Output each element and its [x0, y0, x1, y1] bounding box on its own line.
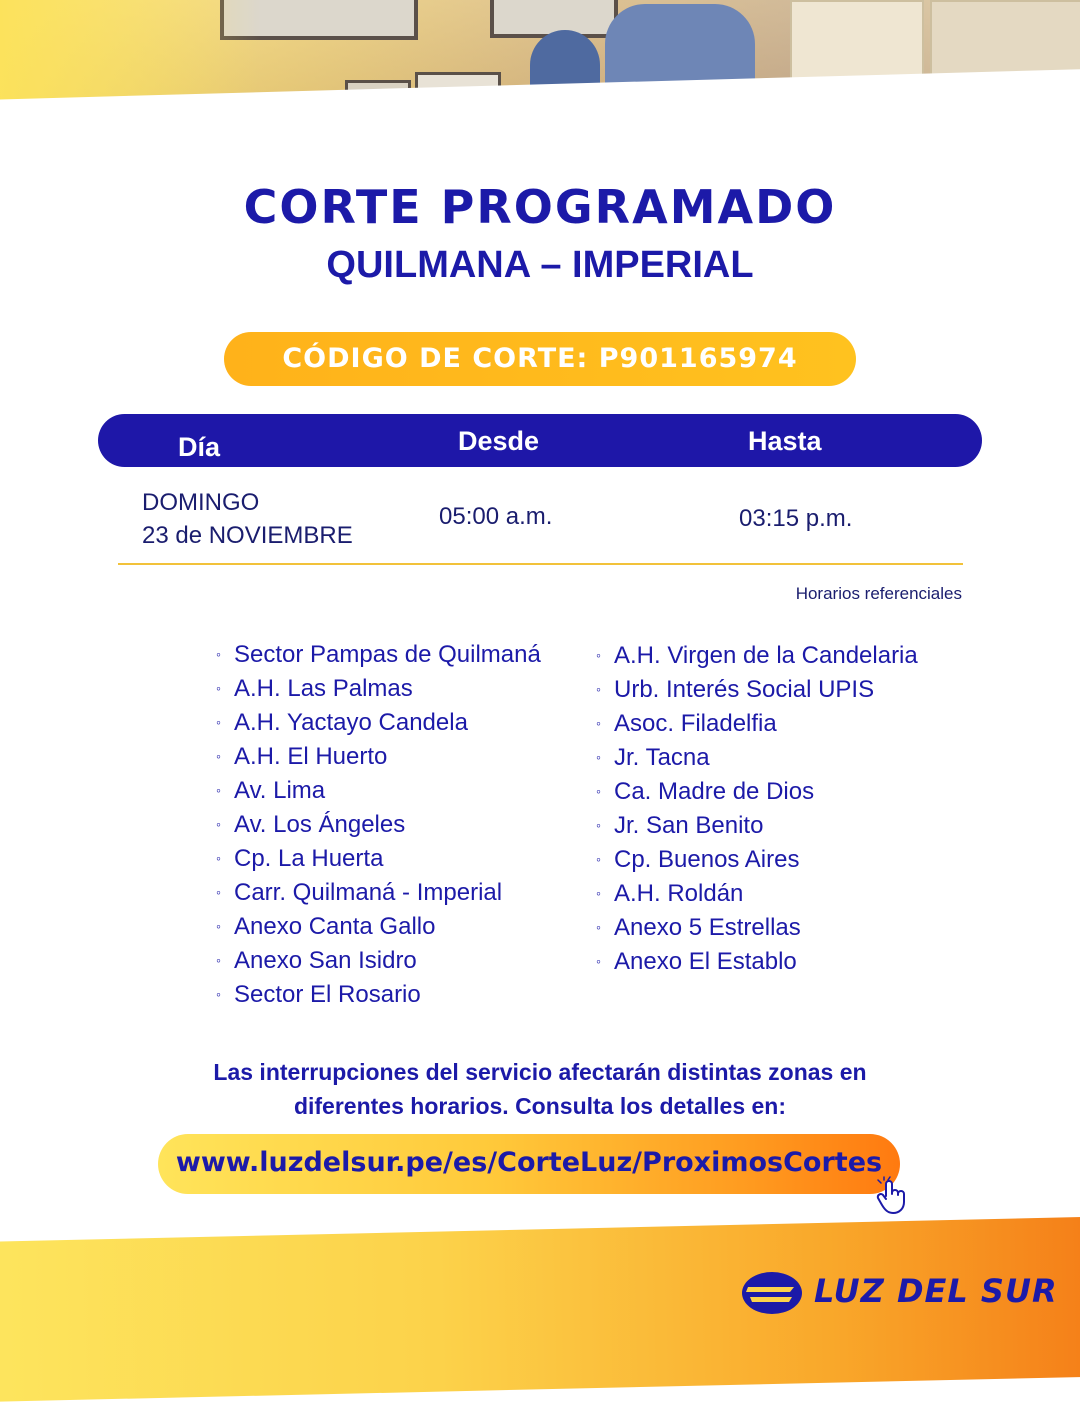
bullet-icon: ◦ [596, 783, 601, 799]
list-item: ◦ Av. Los Ángeles [216, 811, 406, 838]
bullet-icon: ◦ [216, 816, 221, 832]
info-line-2: diferentes horarios. Consulta los detalles en: [293, 1093, 787, 1119]
bullet-icon: ◦ [596, 749, 601, 765]
schedule-day-cell [142, 486, 353, 552]
header-photo [0, 0, 1080, 140]
bullet-icon: ◦ [596, 851, 601, 867]
hand-pointer-icon [872, 1176, 912, 1216]
bullet-icon: ◦ [216, 646, 221, 662]
bullet-icon: ◦ [216, 986, 221, 1002]
bullet-icon: ◦ [596, 681, 601, 697]
schedule-day-date: 23 de NOVIEMBRE [142, 522, 353, 549]
bullet-icon: ◦ [216, 952, 221, 968]
list-item: ◦ A.H. Roldán [596, 880, 744, 907]
bullet-icon: ◦ [596, 817, 601, 833]
list-item: ◦ Anexo 5 Estrellas [596, 914, 801, 941]
list-item: ◦ Anexo El Establo [596, 948, 797, 975]
bullet-icon: ◦ [596, 919, 601, 935]
list-item: ◦ Sector El Rosario [216, 981, 421, 1008]
bullet-icon: ◦ [596, 953, 601, 969]
info-text [0, 1055, 1080, 1123]
list-item: ◦ Anexo San Isidro [216, 947, 417, 974]
zones-list-right [596, 641, 918, 981]
list-item: ◦ A.H. Las Palmas [216, 675, 413, 702]
list-item: ◦ Sector Pampas de Quilmaná [216, 641, 541, 668]
list-item: ◦ Anexo Canta Gallo [216, 913, 436, 940]
table-divider [118, 563, 963, 565]
list-item: ◦ Jr. San Benito [596, 812, 764, 839]
list-item: ◦ Urb. Interés Social UPIS [596, 676, 875, 703]
details-link[interactable]: www.luzdelsur.pe/es/CorteLuz/ProximosCortes [158, 1134, 900, 1194]
page-subtitle: QUILMANA – IMPERIAL [326, 244, 754, 286]
column-header-to: Hasta [748, 426, 822, 456]
schedule-day-name: DOMINGO [142, 489, 260, 516]
list-item: ◦ Cp. Buenos Aires [596, 846, 800, 873]
bullet-icon: ◦ [596, 885, 601, 901]
bullet-icon: ◦ [216, 680, 221, 696]
schedule-note: Horarios referenciales [795, 584, 962, 603]
schedule-from-cell: 05:00 a.m. [439, 503, 553, 530]
bullet-icon: ◦ [216, 884, 221, 900]
column-header-day: Día [178, 432, 221, 462]
bullet-icon: ◦ [216, 918, 221, 934]
bullet-icon: ◦ [216, 850, 221, 866]
info-line-1: Las interrupciones del servicio afectarán distintas zonas en [213, 1059, 867, 1085]
column-header-from: Desde [458, 426, 540, 456]
page-title: CORTE PROGRAMADO [243, 180, 837, 234]
list-item: ◦ Asoc. Filadelfia [596, 710, 777, 737]
schedule-table-header [98, 414, 982, 467]
list-item: ◦ Av. Lima [216, 777, 326, 804]
list-item: ◦ A.H. Virgen de la Candelaria [596, 642, 918, 669]
schedule-to-cell: 03:15 p.m. [739, 505, 853, 532]
outage-code-badge: CÓDIGO DE CORTE: P901165974 [224, 332, 856, 386]
brand-name: LUZ DEL SUR [814, 1272, 1058, 1310]
list-item: ◦ Jr. Tacna [596, 744, 710, 771]
bullet-icon: ◦ [216, 748, 221, 764]
list-item: ◦ Carr. Quilmaná - Imperial [216, 879, 503, 906]
list-item: ◦ A.H. El Huerto [216, 743, 388, 770]
list-item: ◦ Ca. Madre de Dios [596, 778, 815, 805]
list-item: ◦ Cp. La Huerta [216, 845, 384, 872]
bullet-icon: ◦ [216, 714, 221, 730]
bullet-icon: ◦ [216, 782, 221, 798]
zones-list-left [216, 640, 541, 1014]
bullet-icon: ◦ [596, 715, 601, 731]
bullet-icon: ◦ [596, 647, 601, 663]
list-item: ◦ A.H. Yactayo Candela [216, 709, 468, 736]
